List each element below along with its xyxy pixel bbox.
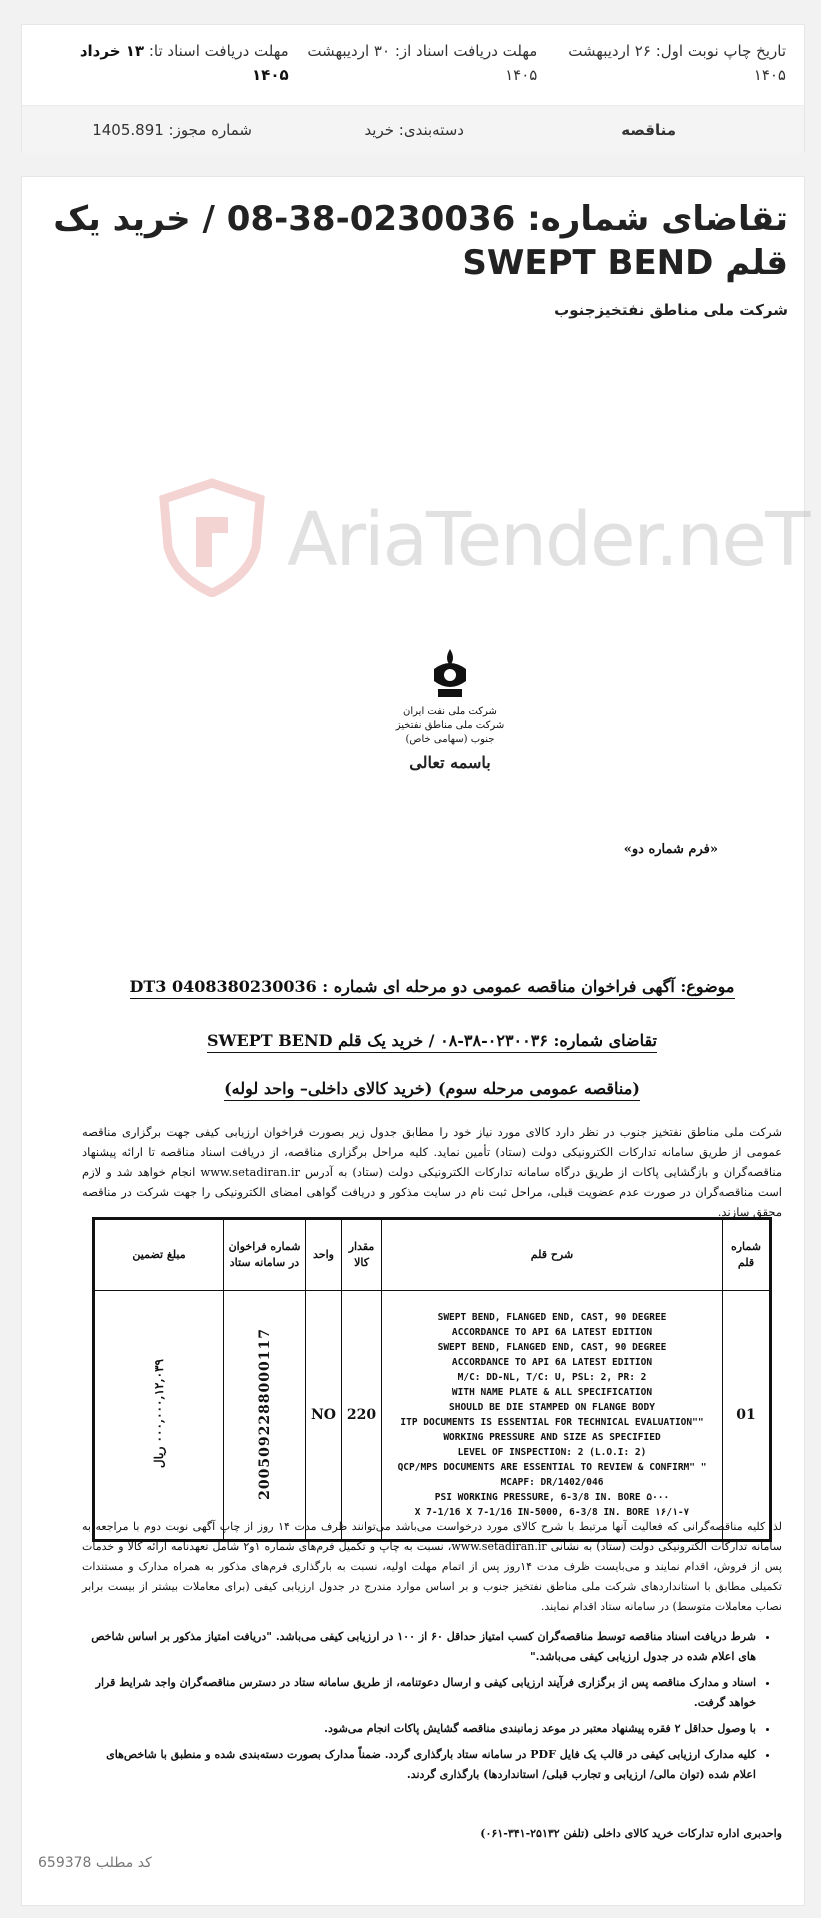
table-header-row	[94, 1219, 771, 1291]
cell-qty: 220	[342, 1291, 382, 1541]
list-item: • اسناد و مدارک مناقصه پس از برگزاری فرآیند ارزیابی کیفی و ارسال دعوتنامه، از طریق سامانه ستاد در دسترس مناقصه‌گران واجد شرایط قرار خواهد گرفت.	[82, 1673, 756, 1713]
receive-from-label: مهلت دریافت اسناد از:	[394, 42, 538, 60]
cell-description: SWEPT BEND, FLANGED END, CAST, 90 DEGREE ACCORDANCE TO API 6A LATEST EDITION SWEPT BEND, FLANGED END, CAST, 90 DEGREE ACCORDANCE TO API 6A LATEST EDITION M/C: DD-NL, T/C: U, PSL: 2, PR: 2 WITH NAME PLATE & ALL SPECIFICATION SHOULD BE DIE STAMPED ON FLANGE BODY ITP DOCUMENTS IS ESSENTIAL FOR TECHNICAL EVALUATION"" WORKING PRESSURE AND SIZE AS SPECIFIED LEVEL OF INSPECTION: 2 (L.O.I: 2) QCP/MPS DOCUMENTS ARE ESSENTIAL TO REVIEW & CONFIRM" " MCAPF: DR/1402/046 PSI WORKING PRESSURE, 6-3/8 IN. BORE ۵۰۰۰ X 7-1/16 X 7-1/16 IN-5000, 6-3/8 IN. BORE ۱۶/۱-۷	[382, 1291, 723, 1541]
company-name[interactable]: شرکت ملی مناطق نفتخیزجنوب	[554, 301, 788, 319]
logo-line-1: شرکت ملی نفت ایران	[403, 706, 497, 717]
th-row-no: شماره قلم	[723, 1219, 771, 1291]
tender-info-card	[21, 24, 805, 152]
after-table-paragraph: لذا کلیه مناقصه‌گرانی که فعالیت آنها مرتبط با شرح کالای مورد درخواست می‌باشد می‌توانند ظرف مدت ۱۴ روز از چاپ آگهی نوبت دوم با مراجعه به سامانه تدارکات الکترونیکی دولت (ستاد) به نشانی www.setadiran.ir، نسبت به چاپ و تکمیل فرم‌های شماره ۱و۲ شامل تعهدنامه ارائه کالا و خدمات پس از فروش، اقدام نمایند و می‌بایست ظرف مدت ۱۴روز پس از اتمام مهلت اولیه، نسبت به بارگذاری فرم‌های مذکور به همراه مدارک و مستندات تکمیلی مطابق با استانداردهای شرکت ملی مناطق نفتخیز جنوب و بر اساس موارد مندرج در جدول ارزیابی کیفی (برای معاملات بیشتر از بیست برابر نصاب معاملات متوسط) در سامانه ستاد اقدام نمایند.	[82, 1520, 782, 1613]
subject-line-3-text: (مناقصه عمومی مرحله سوم) (خرید کالای داخلی– واحد لوله)	[224, 1079, 640, 1101]
basmala: باسمه تعالی	[409, 753, 491, 772]
subject-line-2-text: تقاضای شماره: ۰۲۳۰۰۳۶-۳۸-۰۸ / خرید یک قلم SWEPT BEND	[207, 1031, 657, 1053]
print-date-value: ۲۶ اردیبهشت ۱۴۰۵	[568, 42, 786, 84]
receive-from-value: ۳۰ اردیبهشت ۱۴۰۵	[307, 42, 538, 84]
flame-logo-icon	[428, 647, 472, 701]
th-guarantee: مبلغ تضمین	[94, 1219, 224, 1291]
receive-from	[289, 39, 538, 103]
info-meta-row	[22, 105, 804, 153]
logo-line-2: شرکت ملی مناطق نفتخیز جنوب (سهامی خاص)	[395, 720, 505, 745]
print-date-label: تاریخ چاپ نوبت اول:	[655, 42, 786, 60]
th-qty: مقدار کالا	[342, 1219, 382, 1291]
conditions-list	[82, 1627, 782, 1791]
subject-line-2	[82, 1031, 782, 1050]
form-number: «فرم شماره دو»	[623, 842, 718, 857]
contact-line: واحدبری اداره تدارکات خرید کالای داخلی (تلفن ۲۵۱۳۲-۳۴۱-۰۶۱)	[480, 1827, 782, 1840]
subject-line-1	[82, 977, 782, 996]
scanned-document	[82, 457, 783, 1840]
table-row	[94, 1291, 771, 1541]
cell-row-no: 01	[723, 1291, 771, 1541]
th-call-no: شماره فراخوان در سامانه ستاد	[224, 1219, 306, 1291]
company-logo	[390, 647, 510, 797]
list-item: • کلیه مدارک ارزیابی کیفی در قالب یک فایل PDF در سامانه ستاد بارگذاری گردد. ضمناً مدارک بصورت دسته‌بندی شده و منطبق با شاخص‌های اعلام شده (توان مالی/ ارزیابی و تجارب قبلی/ استانداردها) بارگذاری گردند.	[82, 1745, 756, 1785]
subject-line-3	[82, 1079, 782, 1098]
intro-paragraph: شرکت ملی مناطق نفتخیز جنوب در نظر دارد کالای مورد نیاز خود را مطابق جدول زیر بصورت فراخوان ارزیابی کیفی جهت برگزاری مناقصه عمومی از طریق سامانه تدارکات الکترونیکی دولت (ستاد) تأمین نماید. کلیه مراحل برگزاری مناقصه، از دریافت اسناد مناقصه تا ارائه پیشنهاد مناقصه‌گران و بازگشایی پاکات از طریق درگاه سامانه تدارکات الکترونیکی دولت (ستاد) به آدرس www.setadiran.ir انجام خواهد شد و لازم است مناقصه‌گران در صورت عدم عضویت قبلی، مراحل ثبت نام در سایت مذکور و دریافت گواهی امضای الکترونیکی را جهت شرکت در مناقصه محقق سازند.	[82, 1125, 783, 1219]
items-table	[92, 1217, 772, 1542]
print-date	[537, 39, 786, 103]
th-description: شرح قلم	[382, 1219, 723, 1291]
cell-unit: NO	[306, 1291, 342, 1541]
list-item: • شرط دریافت اسناد مناقصه توسط مناقصه‌گران کسب امتیاز حداقل ۶۰ از ۱۰۰ در ارزیابی کیفی می‌باشد. "دریافت امتیاز مذکور بر اساس شاخص های اعلام شده در جدول ارزیابی کیفی می‌باشد."	[82, 1627, 756, 1667]
article-code: کد مطلب 659378	[38, 1855, 152, 1871]
subject-line-1-text: موضوع: آگهی فراخوان مناقصه عمومی دو مرحله ای شماره : 0408380230036 DT3	[130, 977, 735, 999]
th-unit: واحد	[306, 1219, 342, 1291]
list-item: • با وصول حداقل ۲ فقره پیشنهاد معتبر در موعد زمانبندی مناقصه گشایش پاکات انجام می‌شود.	[82, 1719, 756, 1739]
category: دسته‌بندی: خرید	[364, 120, 464, 139]
cell-guarantee	[94, 1291, 224, 1541]
tender-detail-card	[21, 176, 809, 1906]
permit-number: شماره مجوز: 1405.891	[92, 120, 252, 139]
receive-to-label: مهلت دریافت اسناد تا:	[148, 42, 289, 60]
page-title: تقاضای شماره: 0230036-38-08 / خرید یک قلم SWEPT BEND	[53, 199, 788, 283]
info-dates-row	[22, 39, 804, 103]
watermark-text: AriaTender.neT	[287, 497, 809, 583]
tender-type: مناقصه	[621, 120, 676, 139]
guarantee-text: ۰۰۰,۰۰۰,۱۲,۰۳۹ ریال	[152, 1358, 166, 1469]
cell-call-no	[224, 1291, 306, 1541]
receive-to-value: ۱۳ خرداد ۱۴۰۵	[79, 42, 289, 84]
receive-to	[40, 39, 289, 103]
call-no-text: 2005092288000117	[256, 1327, 273, 1500]
